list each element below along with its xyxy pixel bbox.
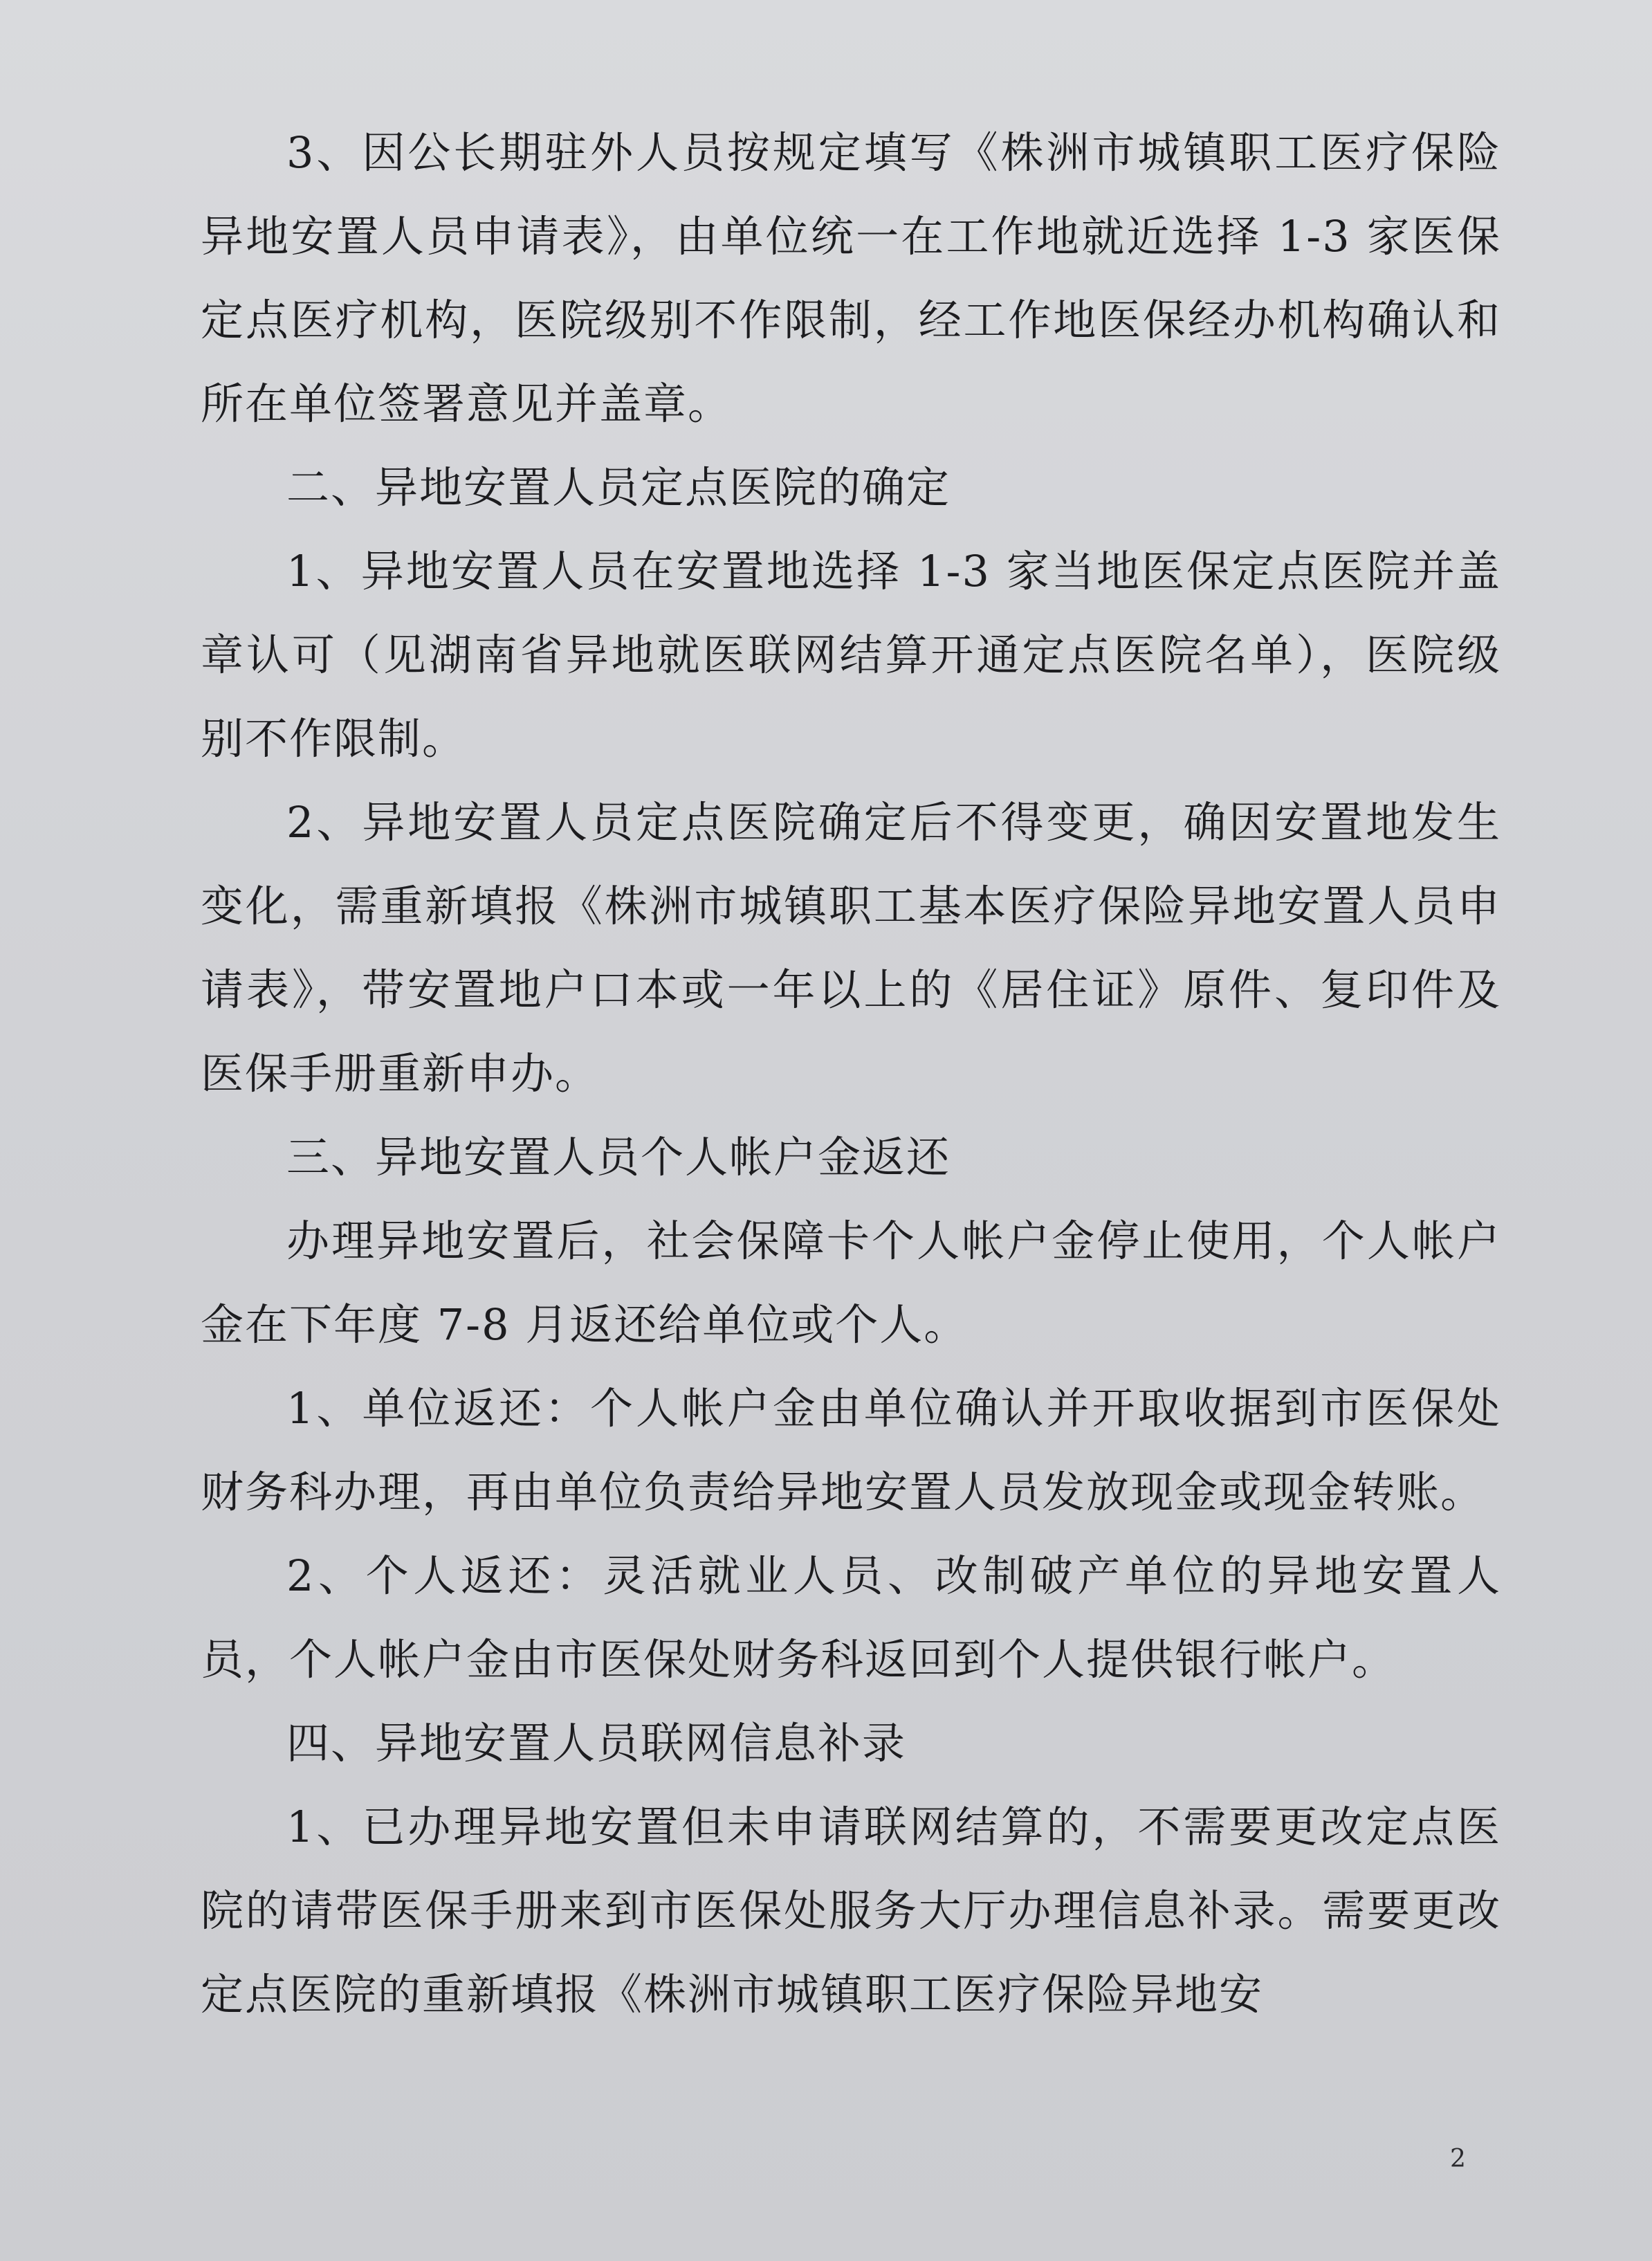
paragraph-3-1: 1、单位返还：个人帐户金由单位确认并开取收据到市医保处财务科办理，再由单位负责给异地安置人员发放现金或现金转账。 [201, 1383, 1501, 1517]
paragraph-4-1: 1、已办理异地安置但未申请联网结算的，不需要更改定点医院的请带医保手册来到市医保处服务大厅办理信息补录。需要更改定点医院的重新填报《株洲市城镇职工医疗保险异地安 [201, 1802, 1501, 2020]
paragraph-2-1: 1、异地安置人员在安置地选择 1-3 家当地医保定点医院并盖章认可（见湖南省异地就医联网结算开通定点医院名单），医院级别不作限制。 [201, 546, 1501, 764]
section-heading-3: 三、异地安置人员个人帐户金返还 [286, 1132, 951, 1182]
document-body [201, 111, 1501, 2036]
paragraph-3-outside-staff: 3、因公长期驻外人员按规定填写《株洲市城镇职工医疗保险异地安置人员申请表》，由单位统一在工作地就近选择 1-3 家医保定点医疗机构，医院级别不作限制，经工作地医保经办机构确认和所在单位签署意见并盖章。 [201, 127, 1501, 429]
section-heading-4: 四、异地安置人员联网信息补录 [286, 1718, 907, 1768]
paragraph-2-2: 2、异地安置人员定点医院确定后不得变更，确因安置地发生变化，需重新填报《株洲市城镇职工基本医疗保险异地安置人员申请表》，带安置地户口本或一年以上的《居住证》原件、复印件及医保手册重新申办。 [201, 797, 1501, 1099]
paragraph-3-2: 2、个人返还：灵活就业人员、改制破产单位的异地安置人员，个人帐户金由市医保处财务科返回到个人提供银行帐户。 [201, 1550, 1501, 1685]
paragraph-3-intro: 办理异地安置后，社会保障卡个人帐户金停止使用，个人帐户金在下年度 7-8 月返还给单位或个人。 [201, 1216, 1501, 1350]
section-heading-2: 二、异地安置人员定点医院的确定 [286, 462, 951, 513]
page-number: 2 [1450, 2145, 1466, 2173]
